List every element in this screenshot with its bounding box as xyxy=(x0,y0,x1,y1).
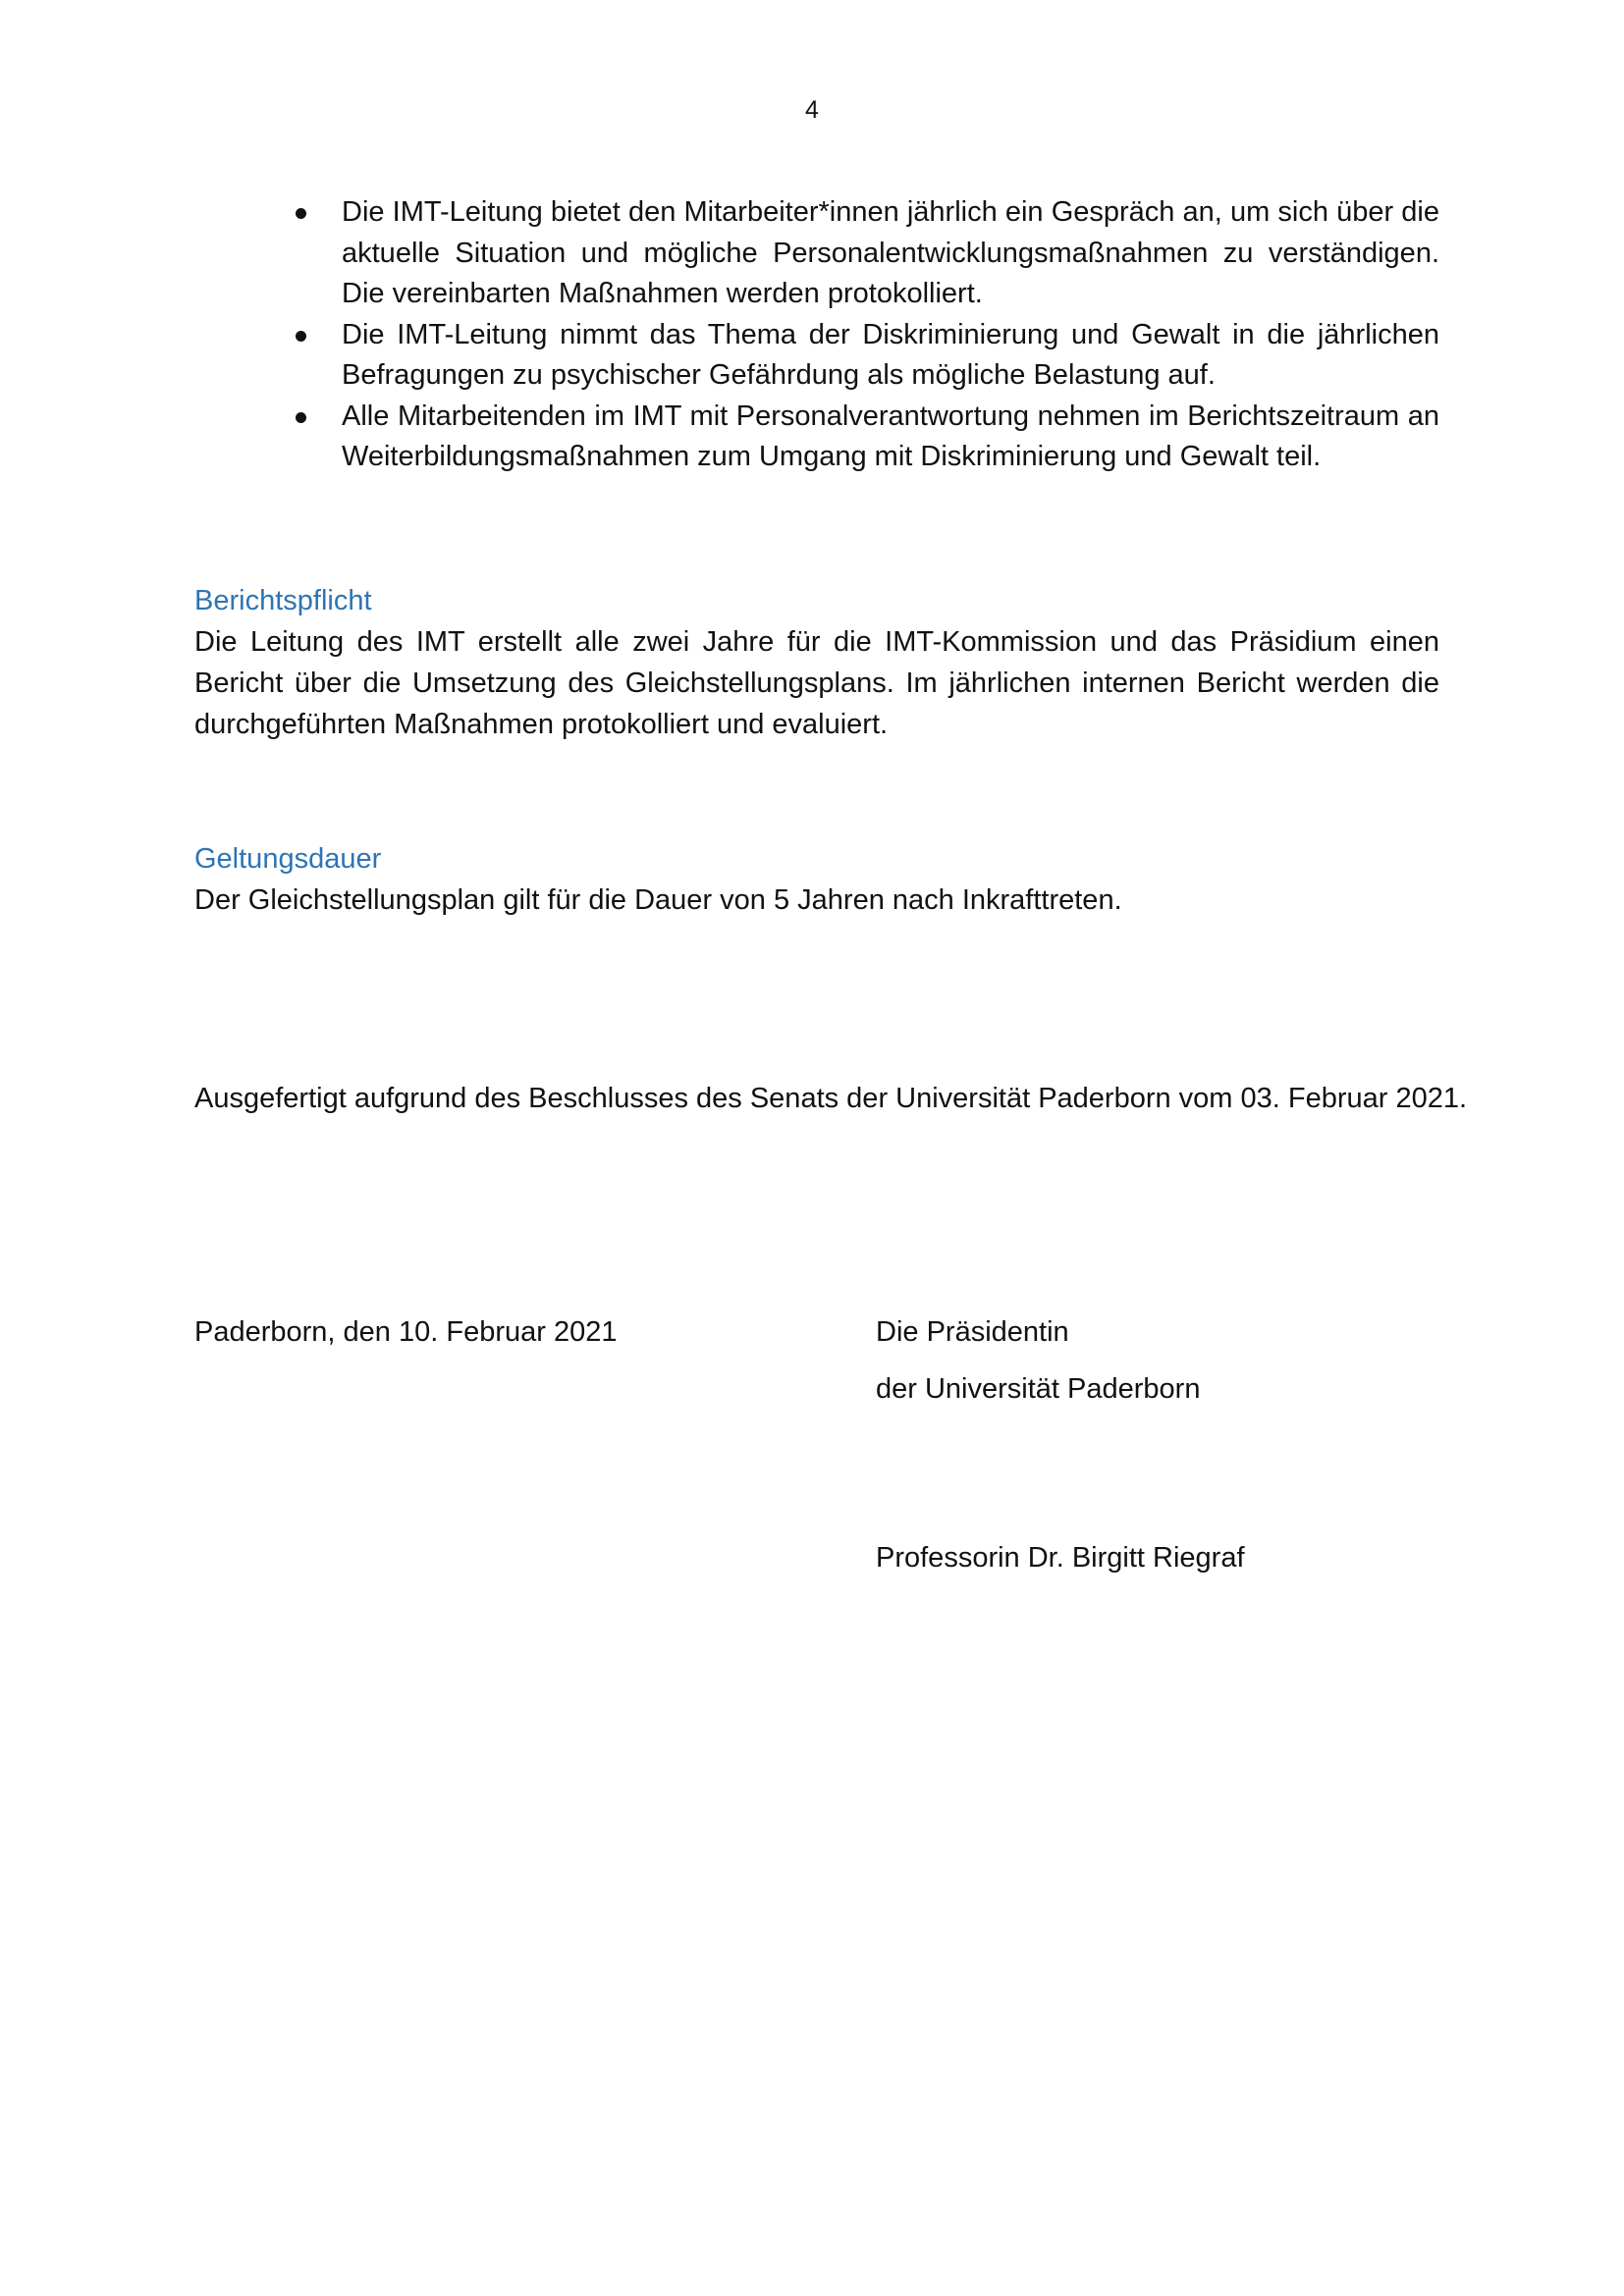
section-geltungsdauer xyxy=(194,838,1439,921)
section-body: Die Leitung des IMT erstellt alle zwei Jahre für die IMT-Kommission und das Präsidium einen Bericht über die Umsetzung des Gleichstellungsplans. Im jährlichen internen Bericht werden die durchgeführten Maßnahmen protokolliert und evaluiert. xyxy=(194,626,1439,740)
section-berichtspflicht xyxy=(194,580,1439,745)
bullet-dot-icon xyxy=(296,208,306,219)
bullet-item xyxy=(291,397,1439,478)
bullet-text: Die IMT-Leitung bietet den Mitarbeiter*innen jährlich ein Gespräch an, um sich über die aktuelle Situation und mögliche Personalentwicklungsmaßnahmen zu verständigen. Die vereinbarten Maßnahmen werden protokolliert. xyxy=(342,196,1439,309)
page-number: 4 xyxy=(805,96,819,124)
section-heading: Geltungsdauer xyxy=(194,843,382,875)
signature-place-date: Paderborn, den 10. Februar 2021 xyxy=(194,1316,618,1348)
signature-name: Professorin Dr. Birgitt Riegraf xyxy=(876,1542,1245,1574)
bullet-dot-icon xyxy=(296,331,306,342)
signature-title: Die Präsidentin xyxy=(876,1316,1069,1348)
section-heading: Berichtspflicht xyxy=(194,585,372,616)
bullet-item xyxy=(291,192,1439,315)
bullet-text: Alle Mitarbeitenden im IMT mit Personalverantwortung nehmen im Berichtszeitraum an Weiterbildungsmaßnahmen zum Umgang mit Diskriminierung und Gewalt teil. xyxy=(342,400,1439,472)
decree-statement: Ausgefertigt aufgrund des Beschlusses des Senats der Universität Paderborn vom 03. Februar 2021. xyxy=(194,1083,1468,1114)
bullet-item xyxy=(291,315,1439,397)
signature-organization: der Universität Paderborn xyxy=(876,1373,1201,1405)
measures-bullet-list xyxy=(291,192,1439,478)
bullet-text: Die IMT-Leitung nimmt das Thema der Diskriminierung und Gewalt in die jährlichen Befragungen zu psychischer Gefährdung als mögliche Belastung auf. xyxy=(342,318,1439,391)
section-body: Der Gleichstellungsplan gilt für die Dauer von 5 Jahren nach Inkrafttreten. xyxy=(194,884,1122,916)
bullet-dot-icon xyxy=(296,412,306,423)
